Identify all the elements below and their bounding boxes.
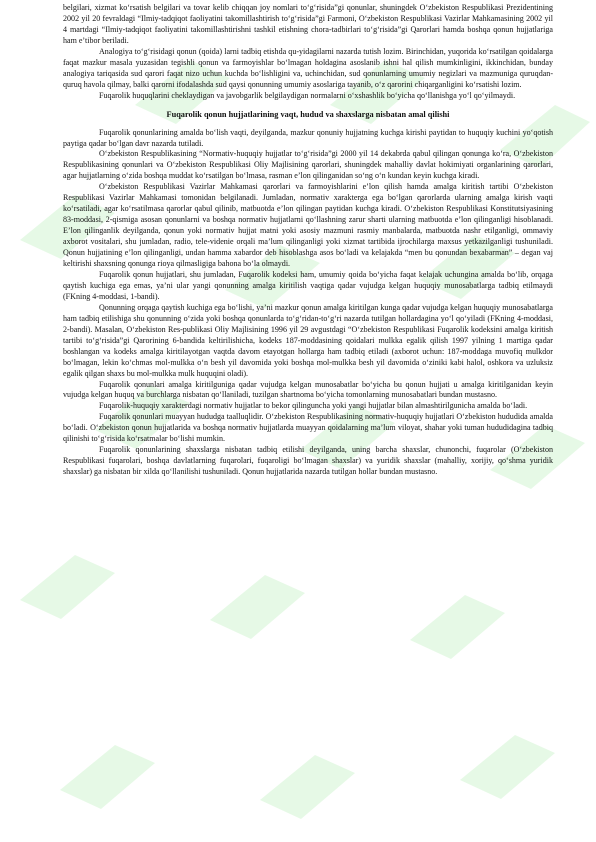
watermark-mark xyxy=(210,575,305,639)
watermark-mark xyxy=(20,555,115,619)
paragraph-continuation: belgilari, xizmat ko‘rsatish belgilari va tovar kelib chiqqan joy nomlari to‘g‘risida”gi qonunlar, shuningdek O‘zbekiston Respublikasi Prezidentining 2002 yil 20 fevraldagi “Ilmiy-tadqiqot faoliyatini takomillashtirish to‘g‘risida”gi Farmoni, O‘zbekiston Respublikasi Vazirlar Mahkamasining 2002 yil 4 martdagi “Ilmiy-tadqiqot faoliyatini takomillashtirishni tashkil etishning chora-tadbirlari to‘g‘risida”gi Qarorlari hamda boshqa qonun hujjatlariga ham e’tibor beriladi. xyxy=(63,3,553,45)
section-heading: Fuqarolik qonun hujjatlarining vaqt, hudud va shaxslarga nisbatan amal qilishi xyxy=(166,109,450,119)
paragraph-prior-relations: Fuqarolik qonunlari amalga kiritilguniga qadar vujudga kelgan munosabatlar bo‘yicha bu qonun hujjati u amalga kiritilganidan keyin vujudga kelgan huquq va burchlarga nisbatan qo‘llaniladi, tuzilgan shartnoma bo‘yicha tomonlarning munosabatlari bundan mustasno. xyxy=(63,379,553,400)
watermark-mark xyxy=(410,595,505,659)
watermark-mark xyxy=(260,755,355,819)
paragraph-time-validity: Fuqarolik qonunlarining amalda bo‘lish vaqti, deyilganda, mazkur qonuniy hujjatning kuchga kirishi paytidan to huquqiy kuchini yo‘qotish paytiga qadar bo‘lgan davr nazarda tutiladi. xyxy=(63,127,553,148)
paragraph-retroactivity: Qonunning orqaga qaytish kuchiga ega bo‘lishi, ya’ni mazkur qonun amalga kiritilgan kunga qadar vujudga kelgan huquqiy munosabatlarga ham tadbiq etilishiga shu qonunning o‘zida yoki boshqa qonunlarda to‘g‘ridan-to‘g‘ri nazarda tutilgan hollardagina yo‘l qo‘yiladi (FKning 4-moddasi, 2-bandi). Masalan, O‘zbekiston Res-publikasi Oliy Majlisining 1996 yil 29 avgustdagi “O‘zbekiston Respublikasi Fuqarolik kodeksini amalga kiritish tartibi to‘g‘risida”gi Qarorining 6-bandida keltirilishicha, kodeks 187-moddasining qoidalari mulkka egalik qilish 1997 yilning 1 martiga qadar boshlangan va kodeks amalga kiritilayotgan vaqtda davom etayotgan hollarga ham tadbiq etiladi (axborot uchun: 187-moddaga muvofiq mulkdor bo‘lmagan, lekin ko‘chmas mol-mulkka o‘n besh yil davomida yoki boshqa mol-mulkka besh yil davomida o‘ziniki kabi halol, oshkora va uzluksiz egalik qilgan shaxs bu mol-mulkka mulk huquqini oladi). xyxy=(63,302,553,378)
paragraph-persons: Fuqarolik qonunlarining shaxslarga nisbatan tadbiq etilishi deyilganda, uning barcha shaxslar, chunonchi, fuqarolar (O‘zbekiston Respublikasi fuqarolari, boshqa davlatlarning fuqarolari, fuqaroligi bo‘lmagan shaxslar) va yuridik shaxslar (mahalliy, xorijiy, qo‘shma yuridik shaxslar) ga nisbatan bir xilda qo‘llanilishi tushuniladi. Qonun hujjatlarida nazarda tutilgan hollar bundan mustasno. xyxy=(63,445,553,477)
document-body xyxy=(63,3,553,478)
paragraph-restriction: Fuqarolik huquqlarini cheklaydigan va javobgarlik belgilaydigan normalarni o‘xshashlik bo‘yicha qo‘llanishga yo‘l qo‘yilmaydi. xyxy=(99,90,516,100)
paragraph-territory: Fuqarolik qonunlari muayyan hududga taalluqlidir. O‘zbekiston Respublikasining normativ-huquqiy hujjatlari O‘zbekiston hududida amalda bo‘ladi. O‘zbekiston qonun hujjatlarida va boshqa normativ hujjatlarda muayyan qoidalarning ma’lum viloyat, shahar yoki tuman hududidagina tadbiq qilinishi to‘g‘risida ko‘rsatmalar bo‘lishi mumkin. xyxy=(63,412,553,444)
paragraph-analogy: Analogiya to‘g‘risidagi qonun (qoida) larni tadbiq etishda qu-yidagilarni nazarda tutish lozim. Birinchidan, yuqorida ko‘rsatilgan qoidalarga faqat mazkur masala yuzasidan tegishli qonun va farmoyishlar bo‘lmagan holdagina asoslanib ishni hal qilish mumkinligini, ikkinchidan, bunday analogiya tariqasida sud qarori faqat nizo uchun kuchda bo‘lishligini va, uchinchidan, sud qonunlarning umumiy negizlari va mazmuniga quruqdan-quruq havola qilmay, balki qarorni ifodalashda sud qaysi qonunning umumiy asoslariga tayanib, o‘z qarorini chiqarganligini ko‘rsatishi lozim. xyxy=(63,46,553,89)
paragraph-publication: O‘zbekiston Respublikasi Vazirlar Mahkamasi qarorlari va farmoyishlarini e’lon qilish hamda amalga kiritish tartibi O‘zbekiston Respublikasi Vazirlar Mahkamasi tomonidan belgilanadi. Jumladan, normativ xarakterga ega bo‘lgan qarorlarda ularning amalga kirish vaqti ko‘rsatiladi, agar ko‘rsatilmasa qarorlar qabul qilinib, matbuotda e’lon qilingan paytidan kuchga kiradi. O‘zbekiston Respublikasi Konstitutsiyasining 83-moddasi, 2-qismiga asosan qonunlarni va boshqa normativ hujjatlarni qo‘llashning zarur sharti ularning matbuotda e’lon qilinganligi hisoblanadi. E’lon qilinganlik deyilganda, qonun yoki normativ hujjat matni yoki asosiy mazmuni rasmiy manbalarda, matbuotda nashr etilganligi, ommaviy axborot vositalari, shu jumladan, radio, tele-videnie orqali ma’lum qilinganligi yoki xizmat tartibida ijrochilarga maxsus yetkazilganligi tushuniladi. Qonun hujjatining e’lon qilinganligi, undan hamma xabardor deb hisoblashga asos bo‘ladi va kelajakda “men bu qonundan bexabarman” – degan vaj keltirishi shaxsning qonunga rioya qilmasligiga bahona bo‘la olmaydi. xyxy=(63,182,553,269)
watermark-mark xyxy=(460,735,555,799)
paragraph-entry-into-force: O‘zbekiston Respublikasining “Normativ-huquqiy hujjatlar to‘g‘risida”gi 2000 yil 14 dekabrda qabul qilingan qonunga ko‘ra, O‘zbekiston Respublikasining qonunlari va O‘zbekiston Respublikasi Oliy Majlisining qarorlari, shuningdek mahalliy davlat hokimiyati organlarining qarorlari, agar hujjatlarning o‘zida boshqa muddat ko‘rsatilgan bo‘lmasa, rasman e’lon qilinganidan so‘ng o‘n kundan keyin kuchga kiradi. xyxy=(63,149,553,181)
watermark-mark xyxy=(60,745,155,809)
paragraph-validity-period: Fuqarolik-huquqiy xarakterdagi normativ hujjatlar to bekor qilinguncha yoki yangi hujjatlar bilan almashtirilgunicha amalda bo‘ladi. xyxy=(99,401,528,411)
paragraph-no-retroactivity: Fuqarolik qonun hujjatlari, shu jumladan, Fuqarolik kodeksi ham, umumiy qoida bo‘yicha faqat kelajak uchungina amalda bo‘lib, orqaga qaytish kuchiga ega emas, ya’ni ular yangi qonunning amalga kiritilish vaqtiga qadar vujudga kelgan huquqiy munosabatlarga tadbiq etilmaydi (FKning 4-moddasi, 1-bandi). xyxy=(63,269,553,301)
